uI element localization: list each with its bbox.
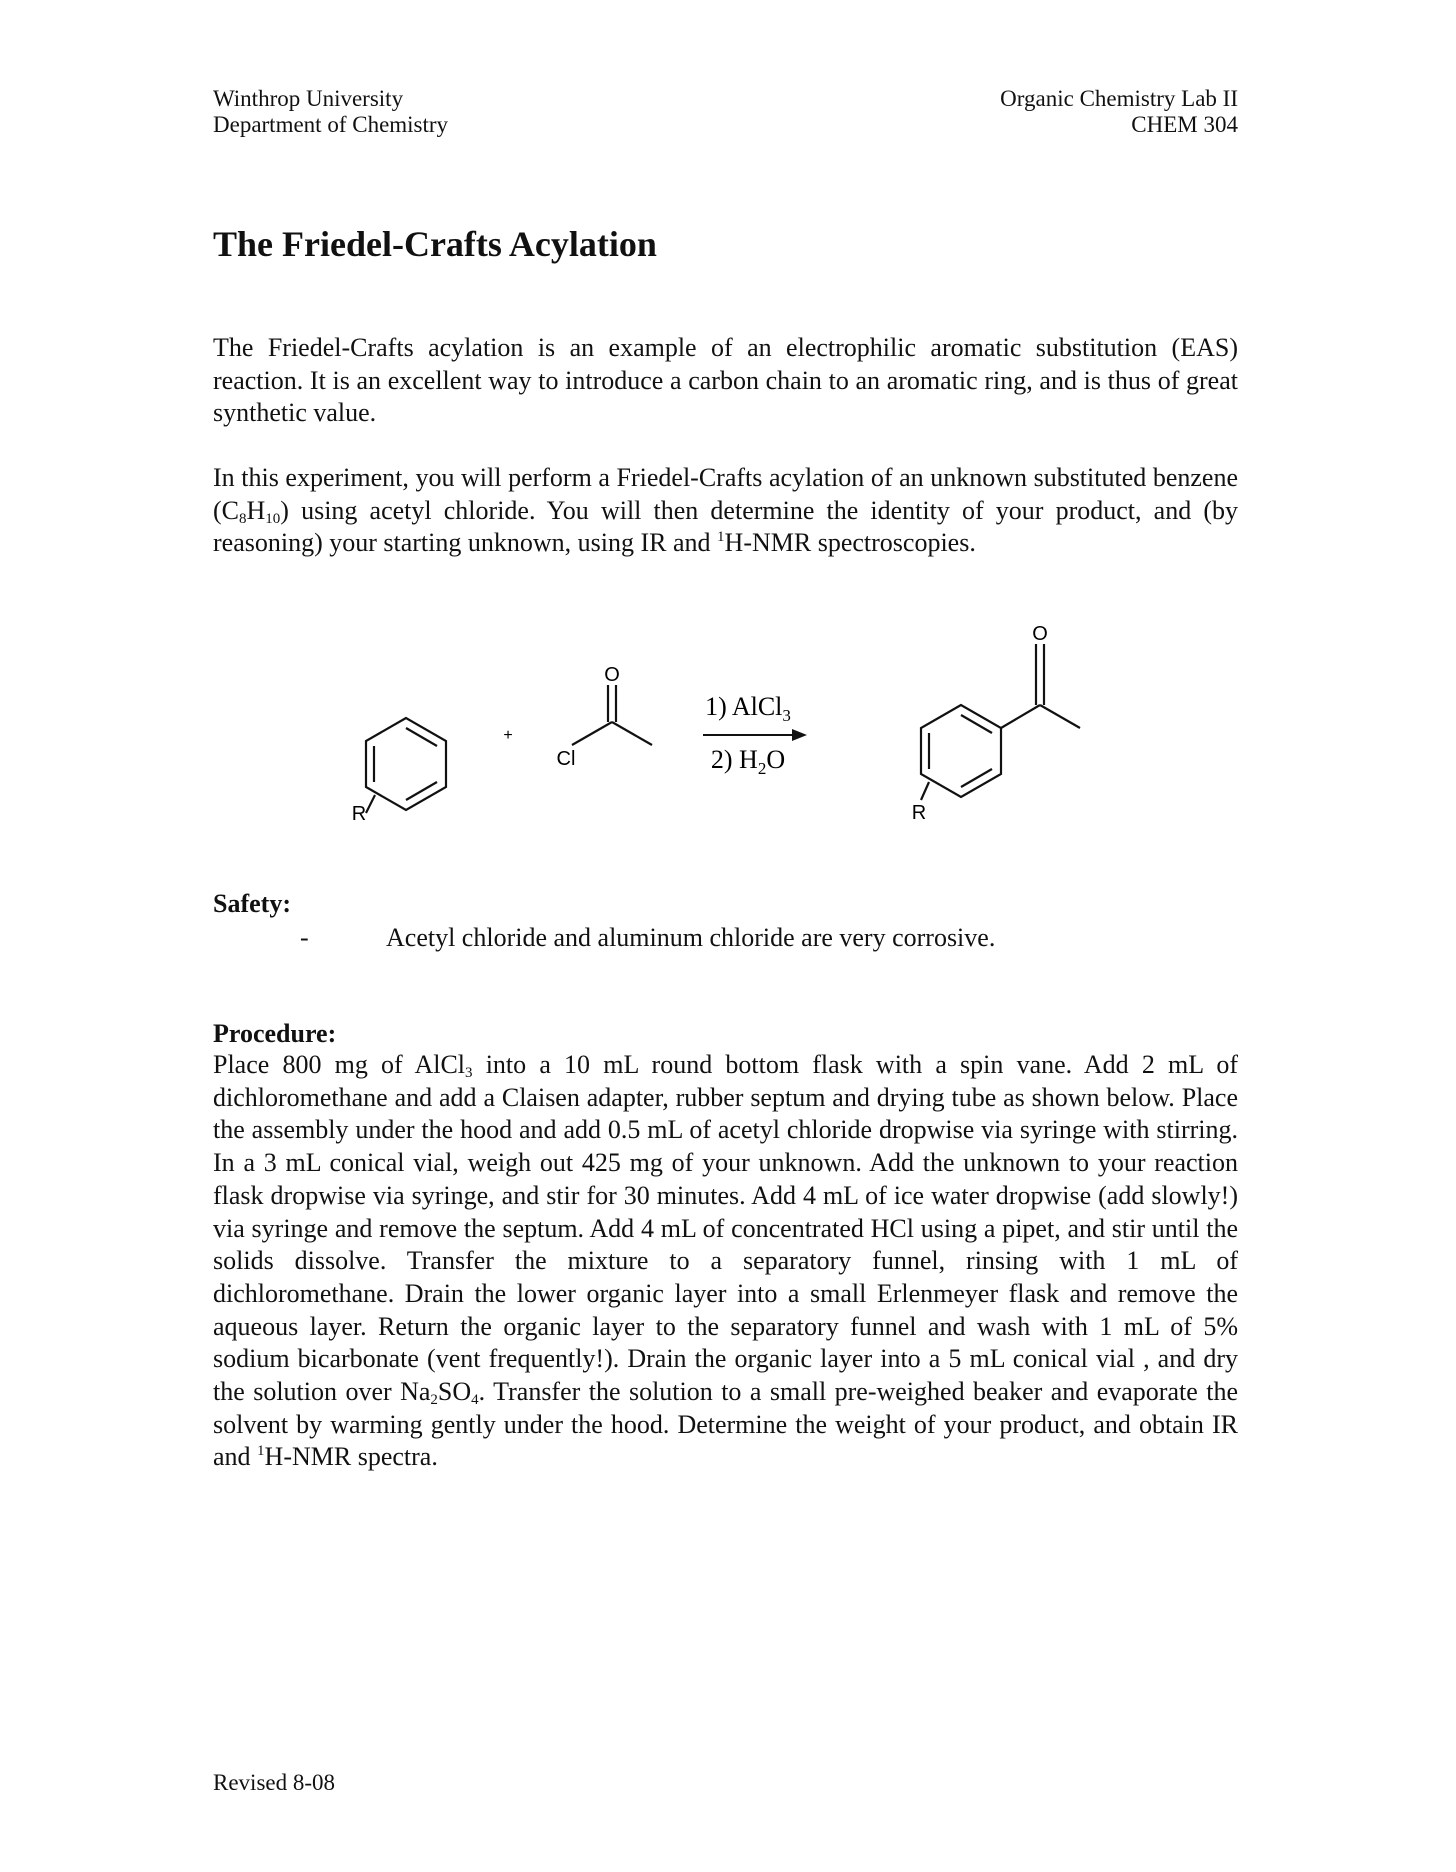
intro-paragraph-1: The Friedel-Crafts acylation is an example of an electrophilic aromatic substitution (EAS) reaction. It is an excellent way to introduce a carbon chain to an aromatic ring, and is thus of great synthetic value. xyxy=(213,333,1238,427)
reaction-scheme xyxy=(340,625,1120,830)
aryl-methyl-ketone-structure xyxy=(921,644,1080,800)
chlorine-label: Cl xyxy=(556,748,576,770)
header-right xyxy=(1000,86,1238,138)
safety-list-item xyxy=(300,922,995,954)
document-title: The Friedel-Crafts Acylation xyxy=(213,224,657,264)
substituent-r-label: R xyxy=(351,803,367,825)
reaction-arrow xyxy=(703,729,807,741)
safety-heading: Safety: xyxy=(213,889,291,918)
safety-text: Acetyl chloride and aluminum chloride are very corrosive. xyxy=(386,923,996,952)
header-left xyxy=(213,86,448,138)
intro-paragraph-2: In this experiment, you will perform a Friedel-Crafts acylation of an unknown substituted benzene $(C_8H_{10})$ using acetyl chloride. You will then determine the identity of your product, and (by reasoning) your starting unknown, using IR and $^1$H-NMR spectroscopies. xyxy=(213,463,1238,557)
reagent-step-1: 1) AlCl$_3$ xyxy=(705,692,791,725)
university-name: Winthrop University xyxy=(213,86,404,111)
acetyl-chloride-structure xyxy=(572,685,652,745)
department-name: Department of Chemistry xyxy=(213,112,449,137)
plus-sign: + xyxy=(503,727,513,744)
substituent-r-label-product: R xyxy=(911,802,927,824)
procedure-heading: Procedure: xyxy=(213,1019,337,1048)
procedure-paragraph: Place 800 mg of AlCl$_3$ into a 10 mL round bottom flask with a spin vane. Add 2 mL of dichloromethane and add a Claisen adapter, rubber septum and drying tube as shown below. Place the assembly under the hood and add 0.5 mL of acetyl chloride dropwise via syringe with stirring. In a 3 mL conical vial, weigh out 425 mg of your unknown. Add the unknown to your reaction flask dropwise via syringe, and stir for 30 minutes. Add 4 mL of ice water dropwise (add slowly!) via syringe and remove the septum. Add 4 mL of concentrated HCl using a pipet, and stir until the solids dissolve. Transfer the mixture to a separatory funnel, rinsing with 1 mL of dichloromethane. Drain the lower organic layer into a small Erlenmeyer flask and remove the aqueous layer. Return the organic layer to the separatory funnel and wash with 1 mL of 5% sodium bicarbonate (vent frequently!). Drain the organic layer into a 5 mL conical vial , and dry the solution over $Na_2SO_4$. Transfer the solution to a small pre-weighed beaker and evaporate the solvent by warming gently under the hood. Determine the weight of your product, and obtain IR and $^1$H-NMR spectra. xyxy=(213,1050,1238,1472)
oxygen-label-reactant: O xyxy=(604,664,620,686)
revision-footer: Revised 8-08 xyxy=(213,1770,336,1795)
list-dash: - xyxy=(300,923,309,952)
course-title: Organic Chemistry Lab II xyxy=(1000,86,1238,111)
course-code: CHEM 304 xyxy=(1131,112,1238,137)
reagent-step-2: 2) $H_2O$ xyxy=(710,745,786,778)
substituted-benzene-structure xyxy=(366,718,446,813)
oxygen-label-product: O xyxy=(1032,625,1048,645)
